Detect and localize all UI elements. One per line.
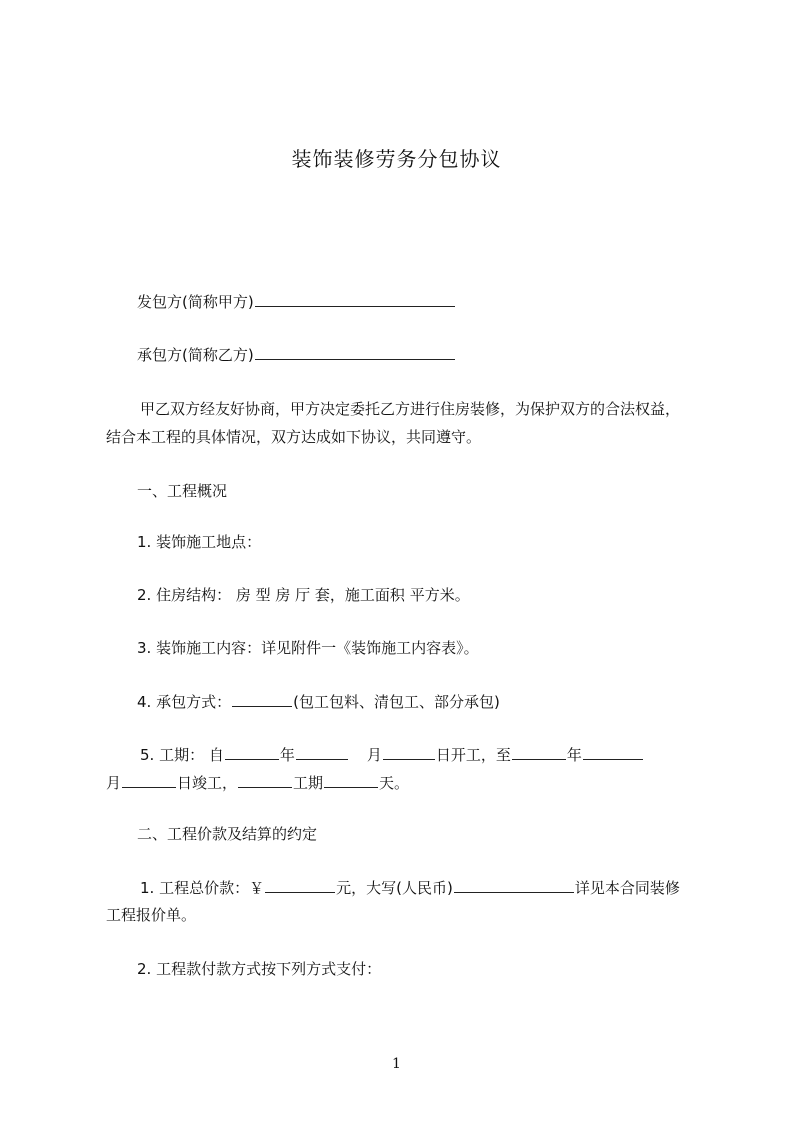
end-year-label: 年 bbox=[566, 746, 582, 764]
end-label: 日竣工， bbox=[177, 774, 238, 792]
document-title: 装饰装修劳务分包协议 bbox=[291, 147, 502, 171]
item-5-label: 5. 工期： 自 bbox=[140, 746, 224, 764]
start-day-blank bbox=[383, 744, 435, 760]
section-2-heading: 二、工程价款及结算的约定 bbox=[137, 825, 318, 843]
party-a-blank bbox=[255, 291, 455, 307]
party-a-line bbox=[137, 291, 456, 312]
price-line-2: 工程报价单。 bbox=[106, 906, 197, 924]
end-month-label: 月 bbox=[106, 774, 122, 792]
party-b-line bbox=[137, 344, 456, 365]
end-month-blank-1 bbox=[583, 744, 643, 760]
item-5-line-2 bbox=[106, 772, 409, 793]
price-suffix: 详见本合同装修 bbox=[574, 879, 680, 897]
start-year-blank bbox=[225, 744, 279, 760]
party-b-blank bbox=[255, 344, 455, 360]
party-a-label: 发包方(简称甲方) bbox=[137, 293, 254, 311]
price-label: 1. 工程总价款：￥ bbox=[140, 879, 265, 897]
start-month-blank bbox=[296, 744, 348, 760]
item-5-line-1 bbox=[140, 744, 644, 765]
item-2: 2. 住房结构： 房 型 房 厅 套，施工面积 平方米。 bbox=[137, 586, 470, 604]
item-3: 3. 装饰施工内容：详见附件一《装饰施工内容表》。 bbox=[137, 639, 479, 657]
intro-line-1: 甲乙双方经友好协商，甲方决定委托乙方进行住房装修，为保护双方的合法权益， bbox=[140, 400, 681, 418]
payment-line: 2. 工程款付款方式按下列方式支付： bbox=[137, 960, 382, 978]
item-4-label: 4. 承包方式： bbox=[137, 693, 232, 711]
page-number: 1 bbox=[392, 1056, 401, 1072]
item-1: 1. 装饰施工地点： bbox=[137, 533, 262, 551]
period-blank bbox=[238, 772, 292, 788]
year-label: 年 bbox=[279, 746, 295, 764]
days-blank bbox=[324, 772, 378, 788]
price-line-1 bbox=[140, 877, 680, 898]
price-words-label: 元，大写(人民币) bbox=[336, 879, 453, 897]
period-label: 工期 bbox=[293, 774, 324, 792]
item-4-options: (包工包料、清包工、部分承包) bbox=[293, 693, 500, 711]
item-4 bbox=[137, 691, 500, 712]
start-label: 日开工，至 bbox=[435, 746, 511, 764]
month-label: 月 bbox=[366, 746, 382, 764]
section-1-heading: 一、工程概况 bbox=[137, 482, 228, 500]
days-label: 天。 bbox=[379, 774, 410, 792]
price-words-blank bbox=[454, 877, 574, 893]
party-b-label: 承包方(简称乙方) bbox=[137, 346, 254, 364]
price-amount-blank bbox=[265, 877, 335, 893]
intro-line-2: 结合本工程的具体情况，双方达成如下协议，共同遵守。 bbox=[106, 428, 482, 446]
end-year-blank bbox=[512, 744, 566, 760]
contract-mode-blank bbox=[232, 691, 292, 707]
end-day-blank bbox=[122, 772, 176, 788]
